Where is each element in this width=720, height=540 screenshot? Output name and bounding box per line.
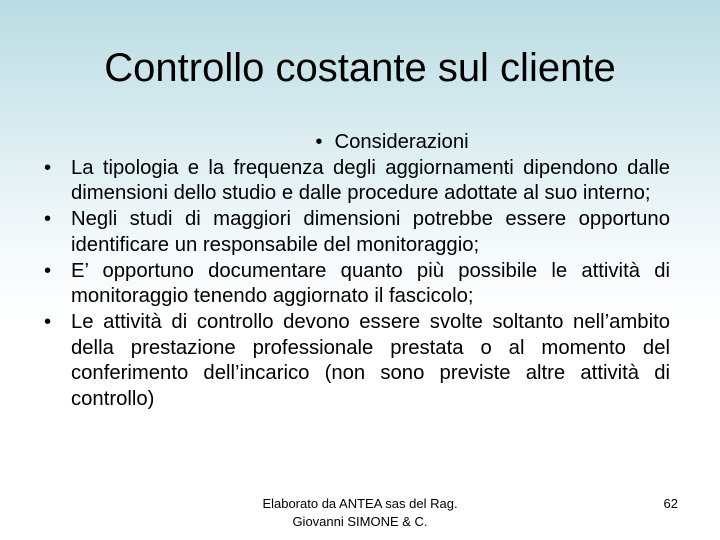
list-item-text: E’ opportuno documentare quanto più possibile le attività di monitoraggio tenendo aggiornato il fascicolo;	[71, 259, 670, 308]
bullet-marker: •	[44, 156, 52, 179]
bullet-marker: •	[44, 310, 52, 333]
bullet-marker: •	[44, 208, 52, 231]
page-number: 62	[663, 496, 678, 511]
list-item	[44, 207, 670, 258]
footer-credit-line: Elaborato da ANTEA sas del Rag.	[262, 496, 458, 511]
list-item	[44, 156, 670, 207]
list-item	[44, 259, 670, 310]
list-item	[44, 310, 670, 413]
heading-text: Considerazioni	[334, 131, 469, 153]
footer-credit	[240, 495, 480, 531]
list-item-text: Le attività di controllo devono essere svolte soltanto nell’ambito della prestazione professionale prestata o al momento del conferimento dell’incarico (non sono previste altre attività di controllo)	[71, 310, 670, 411]
bullet-marker: •	[315, 131, 323, 153]
list-item-text: La tipologia e la frequenza degli aggiornamenti dipendono dalle dimensioni dello studio e dalle procedure adottate al suo interno;	[71, 156, 670, 205]
list-item-text: Negli studi di maggiori dimensioni potrebbe essere opportuno identificare un responsabile del monitoraggio;	[71, 208, 670, 256]
slide-title: Controllo costante sul cliente	[104, 46, 616, 90]
footer-credit-line: Giovanni SIMONE & C.	[292, 514, 428, 529]
bullet-marker: •	[44, 259, 52, 282]
considerations-heading	[44, 130, 670, 156]
bullet-list	[44, 156, 670, 413]
slide-body	[44, 130, 670, 413]
